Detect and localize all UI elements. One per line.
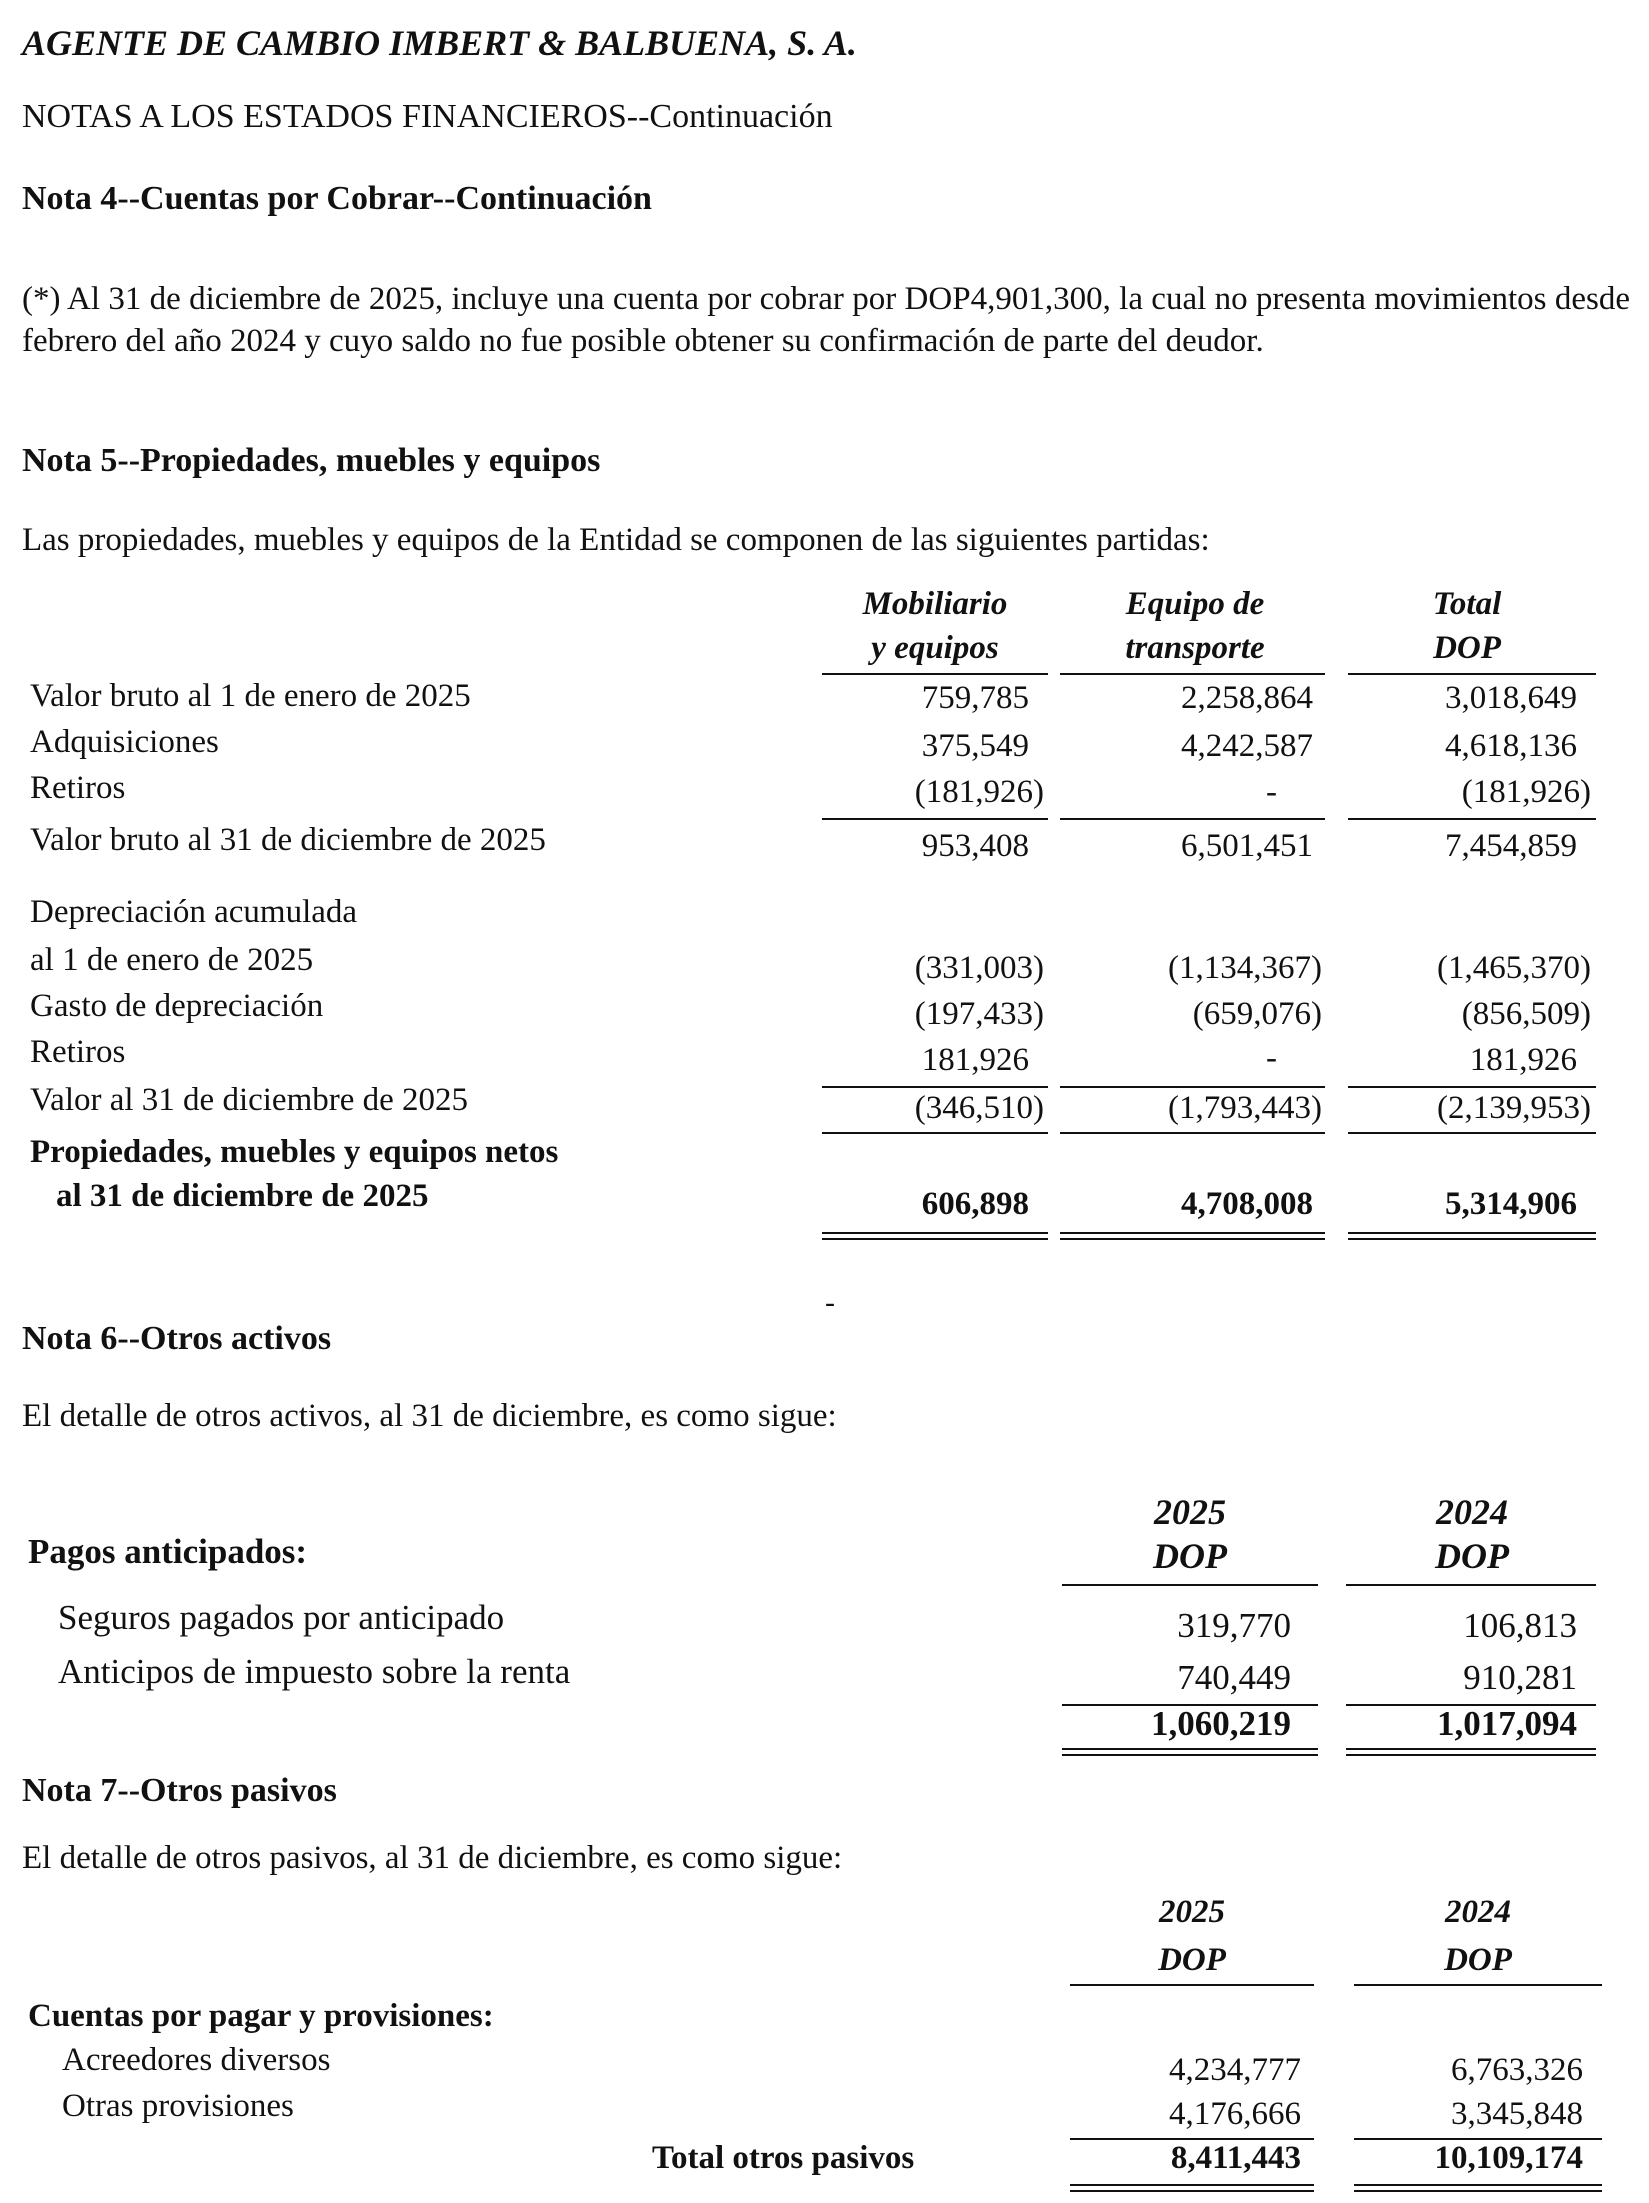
note5-cell: 2,258,864 (1181, 680, 1313, 716)
document-subtitle: NOTAS A LOS ESTADOS FINANCIEROS--Continuación (22, 98, 833, 135)
header-underline (822, 673, 1048, 675)
note6-cell: 319,770 (1177, 1606, 1291, 1645)
header-underline (1070, 1984, 1314, 1986)
note5-col-header-total (1352, 582, 1582, 670)
note5-row-label: Valor bruto al 1 de enero de 2025 (30, 678, 471, 714)
note5-net-cell: 4,708,008 (1181, 1186, 1313, 1222)
note4-paragraph: (*) Al 31 de diciembre de 2025, incluye una cuenta por cobrar por DOP4,901,300, la cual no presenta movimientos desde febrero del año 2024 y cuyo saldo no fue posible obtener su confirmación de parte del deudor. (22, 281, 1630, 359)
note5-cell: - (1266, 774, 1277, 810)
note5-cell: 6,501,451 (1181, 828, 1313, 864)
note4-heading: Nota 4--Cuentas por Cobrar--Continuación (22, 180, 652, 217)
col-header-line2: y equipos (871, 630, 999, 666)
note7-row-label: Acreedores diversos (62, 2042, 331, 2078)
note5-cell: 181,926 (1469, 1042, 1577, 1078)
note5-net-label-line1: Propiedades, muebles y equipos netos (30, 1134, 559, 1170)
note6-group-label: Pagos anticipados: (28, 1532, 308, 1571)
col-header-line1: 2024 (1445, 1894, 1511, 1930)
note7-heading: Nota 7--Otros pasivos (22, 1772, 337, 1809)
note7-cell: 3,345,848 (1451, 2096, 1583, 2132)
subtotal-line (1060, 1086, 1325, 1088)
subtotal-line (1348, 818, 1596, 820)
note5-col-header-mobiliario (820, 582, 1050, 670)
col-header-line2: transporte (1125, 630, 1265, 666)
col-header-line2: DOP (1158, 1942, 1226, 1978)
subtotal-line (822, 1086, 1048, 1088)
header-underline (1062, 1584, 1318, 1586)
note7-col-header-2025 (1062, 1888, 1322, 1984)
note7-cell: 6,763,326 (1451, 2052, 1583, 2088)
note7-cell: 4,234,777 (1169, 2052, 1301, 2088)
note5-row-label: Retiros (30, 1034, 126, 1070)
subtotal-line (822, 1132, 1048, 1134)
col-header-line1: Mobiliario (862, 586, 1008, 622)
note5-net-cell: 606,898 (921, 1186, 1029, 1222)
total-double-underline (1348, 1232, 1596, 1240)
note7-total-cell: 8,411,443 (1170, 2140, 1301, 2176)
note5-cell: 375,549 (921, 728, 1029, 764)
header-underline (1060, 673, 1325, 675)
note6-cell: 740,449 (1177, 1658, 1291, 1697)
note5-cell: 3,018,649 (1445, 680, 1577, 716)
stray-mark: - (825, 1286, 835, 1319)
header-underline (1348, 673, 1596, 675)
note5-cell: 4,242,587 (1181, 728, 1313, 764)
note5-cell: (331,003) (914, 950, 1044, 986)
note6-total-cell: 1,017,094 (1437, 1704, 1577, 1743)
subtotal-line (1348, 1132, 1596, 1134)
note7-group-label: Cuentas por pagar y provisiones: (28, 1998, 494, 2034)
note5-col-header-transporte (1080, 582, 1310, 670)
note5-heading: Nota 5--Propiedades, muebles y equipos (22, 442, 601, 479)
note5-row-label: Valor bruto al 31 de diciembre de 2025 (30, 822, 546, 858)
note5-row-label: Valor al 31 de diciembre de 2025 (30, 1082, 469, 1118)
note6-row-label: Seguros pagados por anticipado (58, 1598, 505, 1637)
col-header-line2: DOP (1444, 1942, 1512, 1978)
note5-cell: (181,926) (1461, 774, 1591, 810)
note7-intro: El detalle de otros pasivos, al 31 de diciembre, es como sigue: (22, 1840, 843, 1876)
note6-total-cell: 1,060,219 (1151, 1704, 1291, 1743)
col-header-line1: Equipo de (1125, 586, 1265, 622)
note5-row-label: al 1 de enero de 2025 (30, 942, 314, 978)
note7-cell: 4,176,666 (1169, 2096, 1301, 2132)
note5-cell: 4,618,136 (1445, 728, 1577, 764)
note6-heading: Nota 6--Otros activos (22, 1320, 332, 1357)
header-underline (1354, 1984, 1602, 1986)
col-header-line2: DOP (1433, 630, 1501, 666)
note7-total-cell: 10,109,174 (1434, 2140, 1583, 2176)
note6-intro: El detalle de otros activos, al 31 de diciembre, es como sigue: (22, 1398, 837, 1434)
total-double-underline (822, 1232, 1048, 1240)
subtotal-line (822, 818, 1048, 820)
note5-cell: 7,454,859 (1445, 828, 1577, 864)
note5-cell: (856,509) (1461, 996, 1591, 1032)
note5-cell: 953,408 (921, 828, 1029, 864)
company-name: AGENTE DE CAMBIO IMBERT & BALBUENA, S. A. (22, 23, 857, 63)
header-underline (1346, 1584, 1596, 1586)
note5-row-label: Adquisiciones (30, 724, 219, 760)
note5-cell: 759,785 (921, 680, 1029, 716)
note6-cell: 910,281 (1463, 1658, 1577, 1697)
total-double-underline (1354, 2184, 1602, 2192)
note5-row-label: Depreciación acumulada (30, 894, 358, 930)
col-header-line2: DOP (1153, 1536, 1227, 1576)
note5-cell: - (1266, 1040, 1277, 1076)
note5-cell: (659,076) (1192, 996, 1322, 1032)
note5-cell: (1,134,367) (1168, 950, 1322, 986)
note5-intro: Las propiedades, muebles y equipos de la Entidad se componen de las siguientes partidas: (22, 522, 1210, 558)
note5-net-label-line2: al 31 de diciembre de 2025 (56, 1178, 429, 1214)
note5-cell: (1,465,370) (1437, 950, 1591, 986)
subtotal-line (1348, 1086, 1596, 1088)
note6-row-label: Anticipos de impuesto sobre la renta (58, 1652, 571, 1691)
note6-col-header-2025 (1060, 1490, 1320, 1578)
note5-row-label: Retiros (30, 770, 126, 806)
note5-cell: (181,926) (914, 774, 1044, 810)
total-double-underline (1060, 1232, 1325, 1240)
note5-cell: (1,793,443) (1168, 1090, 1322, 1126)
col-header-line1: Total (1432, 586, 1502, 622)
note6-col-header-2024 (1342, 1490, 1602, 1578)
total-double-underline (1062, 1748, 1318, 1756)
note5-row-label: Gasto de depreciación (30, 988, 324, 1024)
note6-cell: 106,813 (1463, 1606, 1577, 1645)
col-header-line1: 2025 (1154, 1492, 1226, 1532)
note5-cell: 181,926 (921, 1042, 1029, 1078)
col-header-line1: 2025 (1159, 1894, 1225, 1930)
note5-cell: (2,139,953) (1437, 1090, 1591, 1126)
col-header-line2: DOP (1435, 1536, 1509, 1576)
note5-cell: (346,510) (914, 1090, 1044, 1126)
subtotal-line (1060, 818, 1325, 820)
total-double-underline (1070, 2184, 1314, 2192)
note5-cell: (197,433) (914, 996, 1044, 1032)
note5-net-cell: 5,314,906 (1445, 1186, 1577, 1222)
note7-total-label: Total otros pasivos (652, 2140, 915, 2176)
subtotal-line (1060, 1132, 1325, 1134)
col-header-line1: 2024 (1436, 1492, 1508, 1532)
total-double-underline (1346, 1748, 1596, 1756)
note7-col-header-2024 (1348, 1888, 1608, 1984)
note7-row-label: Otras provisiones (62, 2088, 294, 2124)
